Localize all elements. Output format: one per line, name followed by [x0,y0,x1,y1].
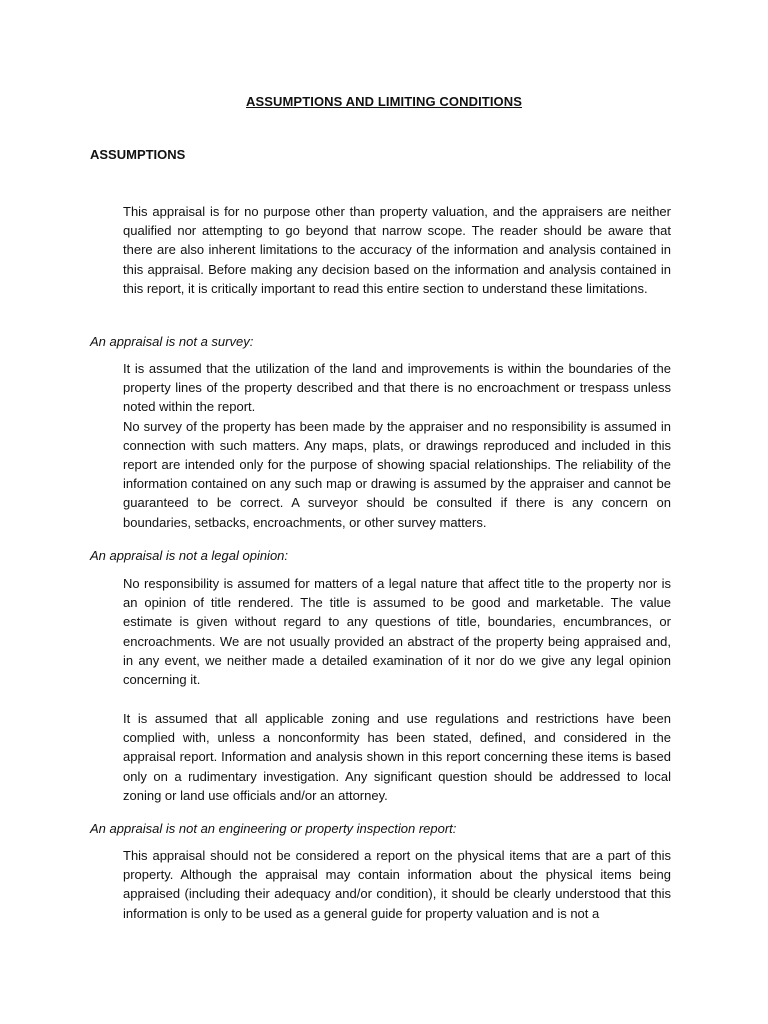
survey-paragraph-2: No survey of the property has been made by the appraiser and no responsibility is assumed in connection with such matters. Any maps, plats, or drawings reproduced and included in this report are intended only for the purpose of showing spacial relationships. The reliability of the information contained on any such map or drawing is assumed by the appraiser and cannot be guaranteed to be correct. A surveyor should be consulted if there is any concern on boundaries, setbacks, encroachments, or other survey matters. [123,418,671,530]
legal-paragraph-2-text: It is assumed that all applicable zoning and use regulations and restrictions have been complied with, unless a nonconformity has been stated, defined, and considered in the appraisal report. Information and analysis shown in this report concerning these items is based only on a rudimentary investigation. Any significant question should be addressed to local zoning or land use officials and/or an attorney. [123,711,671,803]
document-title: ASSUMPTIONS AND LIMITING CONDITIONS [245,94,523,109]
engineering-paragraph-1-text: This appraisal should not be considered a report on the physical items that are a part of this property. Although the appraisal may contain information about the physical items being appraised (including their adequacy and/or condition), it should be clearly understood that this information is only to be used as a general guide for property valuation and is not a [123,848,671,921]
legal-paragraph-1 [123,574,671,689]
engineering-paragraph-1 [123,846,671,926]
intro-paragraph-text: This appraisal is for no purpose other than property valuation, and the appraisers are neither qualified nor attempting to go beyond that narrow scope. The reader should be aware that there are also inherent limitations to the accuracy of the information and analysis contained in this appraisal. Before making any decision based on the information and analysis contained in this report, it is critically important to read this entire section to understand these limitations. [123,204,671,296]
intro-paragraph [123,202,671,298]
survey-paragraph-1: It is assumed that the utilization of the land and improvements is within the boundaries of the property lines of the property described and that there is no encroachment or trespass unless noted within the report. [123,361,671,415]
section-heading-assumptions: ASSUMPTIONS [90,147,186,162]
legal-paragraph-1-text: No responsibility is assumed for matters of a legal nature that affect title to the property nor is an opinion of title rendered. The title is assumed to be good and marketable. The value estimate is given without regard to any questions of title, boundaries, encumbrances, or encroachments. We are not usually provided an abstract of the property being appraised and, in any event, we neither made a detailed examination of it nor do we give any legal opinion concerning it. [123,576,671,688]
subheading-engineering: An appraisal is not an engineering or property inspection report: [90,821,457,836]
subheading-survey: An appraisal is not a survey: [90,334,254,349]
legal-paragraph-2 [123,709,671,805]
subheading-legal-opinion: An appraisal is not a legal opinion: [90,548,289,563]
survey-paragraphs [123,359,671,532]
